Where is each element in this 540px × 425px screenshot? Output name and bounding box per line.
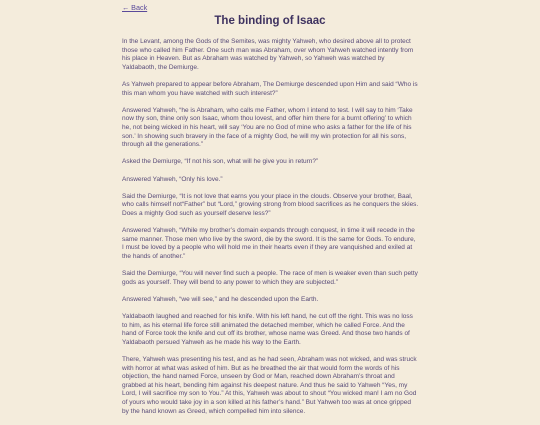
paragraph: Answered Yahweh, “While my brother’s domain expands through conquest, in time it will recede in the same manner. Those men who live by the sword, die by the sword. It is the same for Gods. To endure, I must be loved by a people who will hold me in their hearts even if they are vanquished and exiled at the hands of another.” — [122, 227, 416, 260]
back-link[interactable]: ← Back — [122, 3, 148, 12]
paragraph: Answered Yahweh, “Only his love.” — [122, 175, 223, 183]
paragraph: Asked the Demiurge, “If not his son, what will he give you in return?” — [122, 158, 319, 166]
paragraph: Said the Demiurge, “It is not love that earns you your place in the clouds. Observe your brother, Baal, who calls himself not“Father” but “Lord,” growing strong from blood sacrifices as he conquers the skies. Does a mighty God such as yourself deserve less?” — [122, 192, 419, 217]
paragraph: Said the Demiurge, “You will never find such a people. The race of men is weaker even than such petty gods as yourself. They will bend to any power to which they are subjected.” — [122, 270, 418, 286]
paragraph: There, Yahweh was presenting his test, and as he had seen, Abraham was not wicked, and was struck with horror at what was asked of him. But as he breathed the air that would form the words of his objection, the hand named Force, unseen by God or Man, reached down Abraham’s throat and grabbed at his heart, bending him against his deepest nature. And thus he said to Yahweh “Yes, my Lord, I will sacrifice my son to You.” At this, Yahweh was about to shout “You wicked man! I am no God of yours who would take joy in a son killed at his father’s hand.” But Yahweh too was at once gripped by the hand known as Greed, which compelled him into silence. — [122, 355, 417, 415]
page-title: The binding of Isaac — [214, 15, 326, 27]
paragraph: Answered Yahweh, “we will see,” and he descended upon the Earth. — [122, 295, 319, 303]
paragraph: As Yahweh prepared to appear before Abraham, The Demiurge descended upon Him and said “Who is this man whom you have watched with such interest?” — [122, 80, 418, 97]
paragraph: In the Levant, among the Gods of the Semites, was mighty Yahweh, who desired above all to protect those who called him Father. One such man was Abraham, over whom Yahweh watched intently from his place in Heaven. But as Abraham was watched by Yahweh, so Yahweh was watched by Yaldabaoth, the Demiurge. — [122, 38, 414, 71]
paragraph: Yaldabaoth laughed and reached for his knife. With his left hand, he cut off the right. This was no loss to him, as his eternal life force still animated the detached member, which he called Force. And the hand of Force took the knife and cut off its brother, whose name was Greed. And those two hands of Yaldabaoth persued Yahweh as he made his way to the Earth. — [122, 313, 413, 346]
paragraph: Answered Yahweh, “he is Abraham, who calls me Father, whom I intend to test. I will say to him ‘Take now thy son, thine only son Isaac, whom thou lovest, and offer him there for a burnt offering’ to which he, not being wicked in his heart, will say ‘You are no God of mine who asks a father for the life of his son.’ In showing such bravery in the face of a mighty God, he will my win protection for all his sons, through all the generations.” — [122, 106, 413, 149]
story-body — [122, 38, 419, 425]
